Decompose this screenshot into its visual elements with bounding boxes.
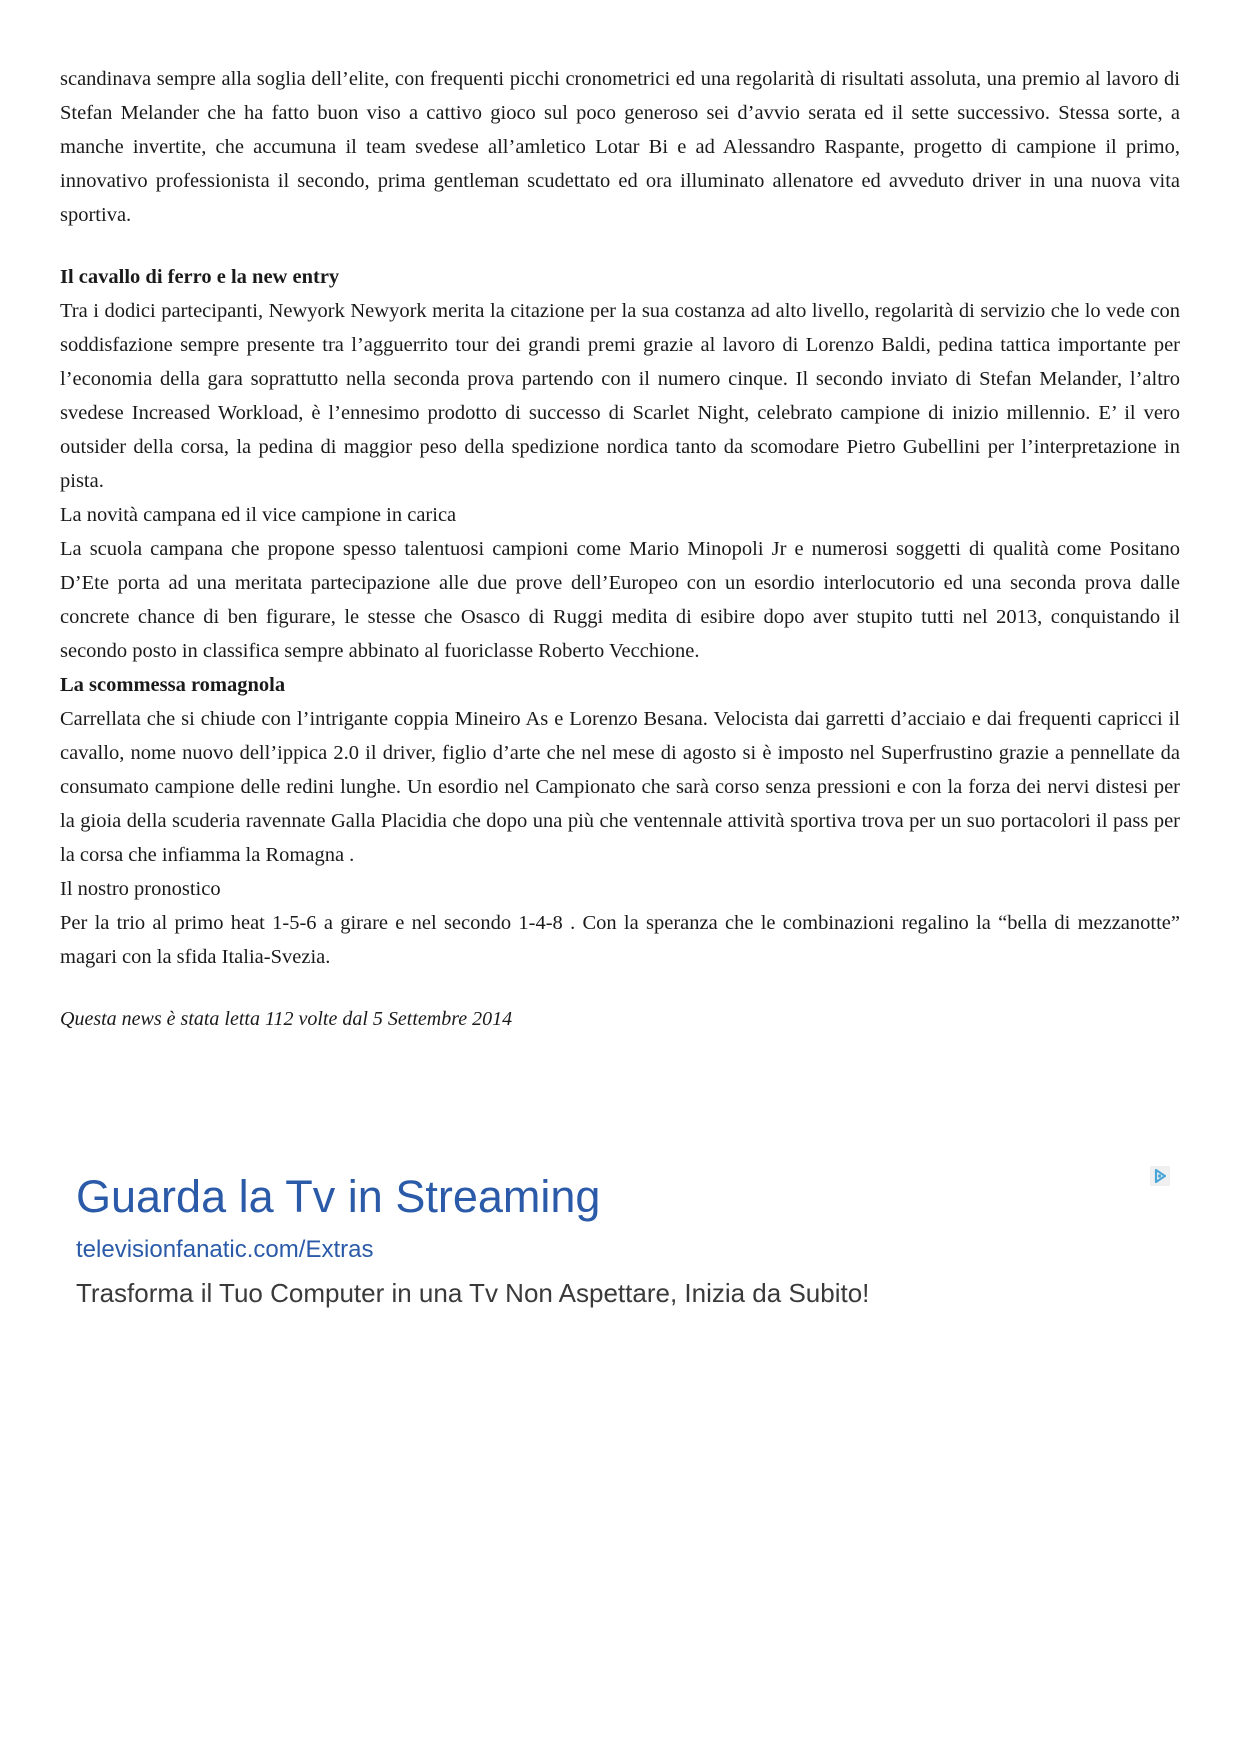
section-heading-scommessa-romagnola: La scommessa romagnola [60,674,286,696]
intro-paragraph: scandinava sempre alla soglia dell’elite, con frequenti picchi cronometrici ed una regolarità di risultati assoluta, una premio al lavoro di Stefan Melander che ha fatto buon viso a cattivo gioco sul poco generoso sei d’avvio serata ed il sette successivo. Stessa sorte, a manche invertite, che accumuna il team svedese all’amletico Lotar Bi e ad Alessandro Raspante, progetto di campione il primo, innovativo professionista il secondo, prima gentleman scudettato ed ora illuminato allenatore ed avveduto driver in una nuova vita sportiva. [60,68,1180,226]
ad-url-link[interactable]: televisionfanatic.com/Extras [76,1236,374,1263]
article-body [60,62,1180,1034]
advertisement[interactable] [60,1160,1170,1320]
ad-description: Trasforma il Tuo Computer in una Tv Non Aspettare, Inizia da Subito! [76,1278,870,1308]
adchoices-icon[interactable] [1150,1166,1170,1186]
section-paragraph-pronostico: Per la trio al primo heat 1-5-6 a girare e nel secondo 1-4-8 . Con la speranza che le combinazioni regalino la “bella di mezzanotte” magari con la sfida Italia-Svezia. [60,912,1180,968]
section-heading-cavallo-di-ferro: Il cavallo di ferro e la new entry [60,266,340,288]
section-paragraph-cavallo-di-ferro: Tra i dodici partecipanti, Newyork Newyork merita la citazione per la sua costanza ad alto livello, regolarità di servizio che lo vede con soddisfazione sempre presente tra l’agguerrito tour dei grandi premi grazie al lavoro di Lorenzo Baldi, pedina tattica importante per l’economia della gara soprattutto nella seconda prova partendo con il numero cinque. Il secondo inviato di Stefan Melander, l’altro svedese Increased Workload, è l’ennesimo prodotto di successo di Scarlet Night, celebrato campione di inizio millennio. E’ il vero outsider della corsa, la pedina di maggior peso della spedizione nordica tanto da scomodare Pietro Gubellini per l’interpretazione in pista. [60,300,1180,492]
section-heading-novita-campana: La novità campana ed il vice campione in carica [60,504,457,526]
section-paragraph-novita-campana: La scuola campana che propone spesso talentuosi campioni come Mario Minopoli Jr e numerosi soggetti di qualità come Positano D’Ete porta ad una meritata partecipazione alle due prove dell’Europeo con un esordio interlocutorio ed una seconda prova dalle concrete chance di ben figurare, le stesse che Osasco di Ruggi medita di esibire dopo aver stupito tutti nel 2013, conquistando il secondo posto in classifica sempre abbinato al fuoriclasse Roberto Vecchione. [60,538,1180,662]
section-paragraph-scommessa-romagnola: Carrellata che si chiude con l’intrigante coppia Mineiro As e Lorenzo Besana. Velocista dai garretti d’acciaio e dai frequenti capricci il cavallo, nome nuovo dell’ippica 2.0 il driver, figlio d’arte che nel mese di agosto si è imposto nel Superfrustino grazie a pennellate da consumato campione delle redini lunghe. Un esordio nel Campionato che sarà corso senza pressioni e con la forza dei nervi distesi per la gioia della scuderia ravennate Galla Placidia che dopo una più che ventennale attività sportiva trova per un suo portacolori il pass per la corsa che infiamma la Romagna . [60,708,1180,866]
spacer [60,232,1180,260]
read-count: Questa news è stata letta 112 volte dal 5 Settembre 2014 [60,1008,513,1030]
section-heading-pronostico: Il nostro pronostico [60,878,221,900]
ad-title-link[interactable]: Guarda la Tv in Streaming [76,1171,601,1222]
spacer [60,974,1180,1004]
